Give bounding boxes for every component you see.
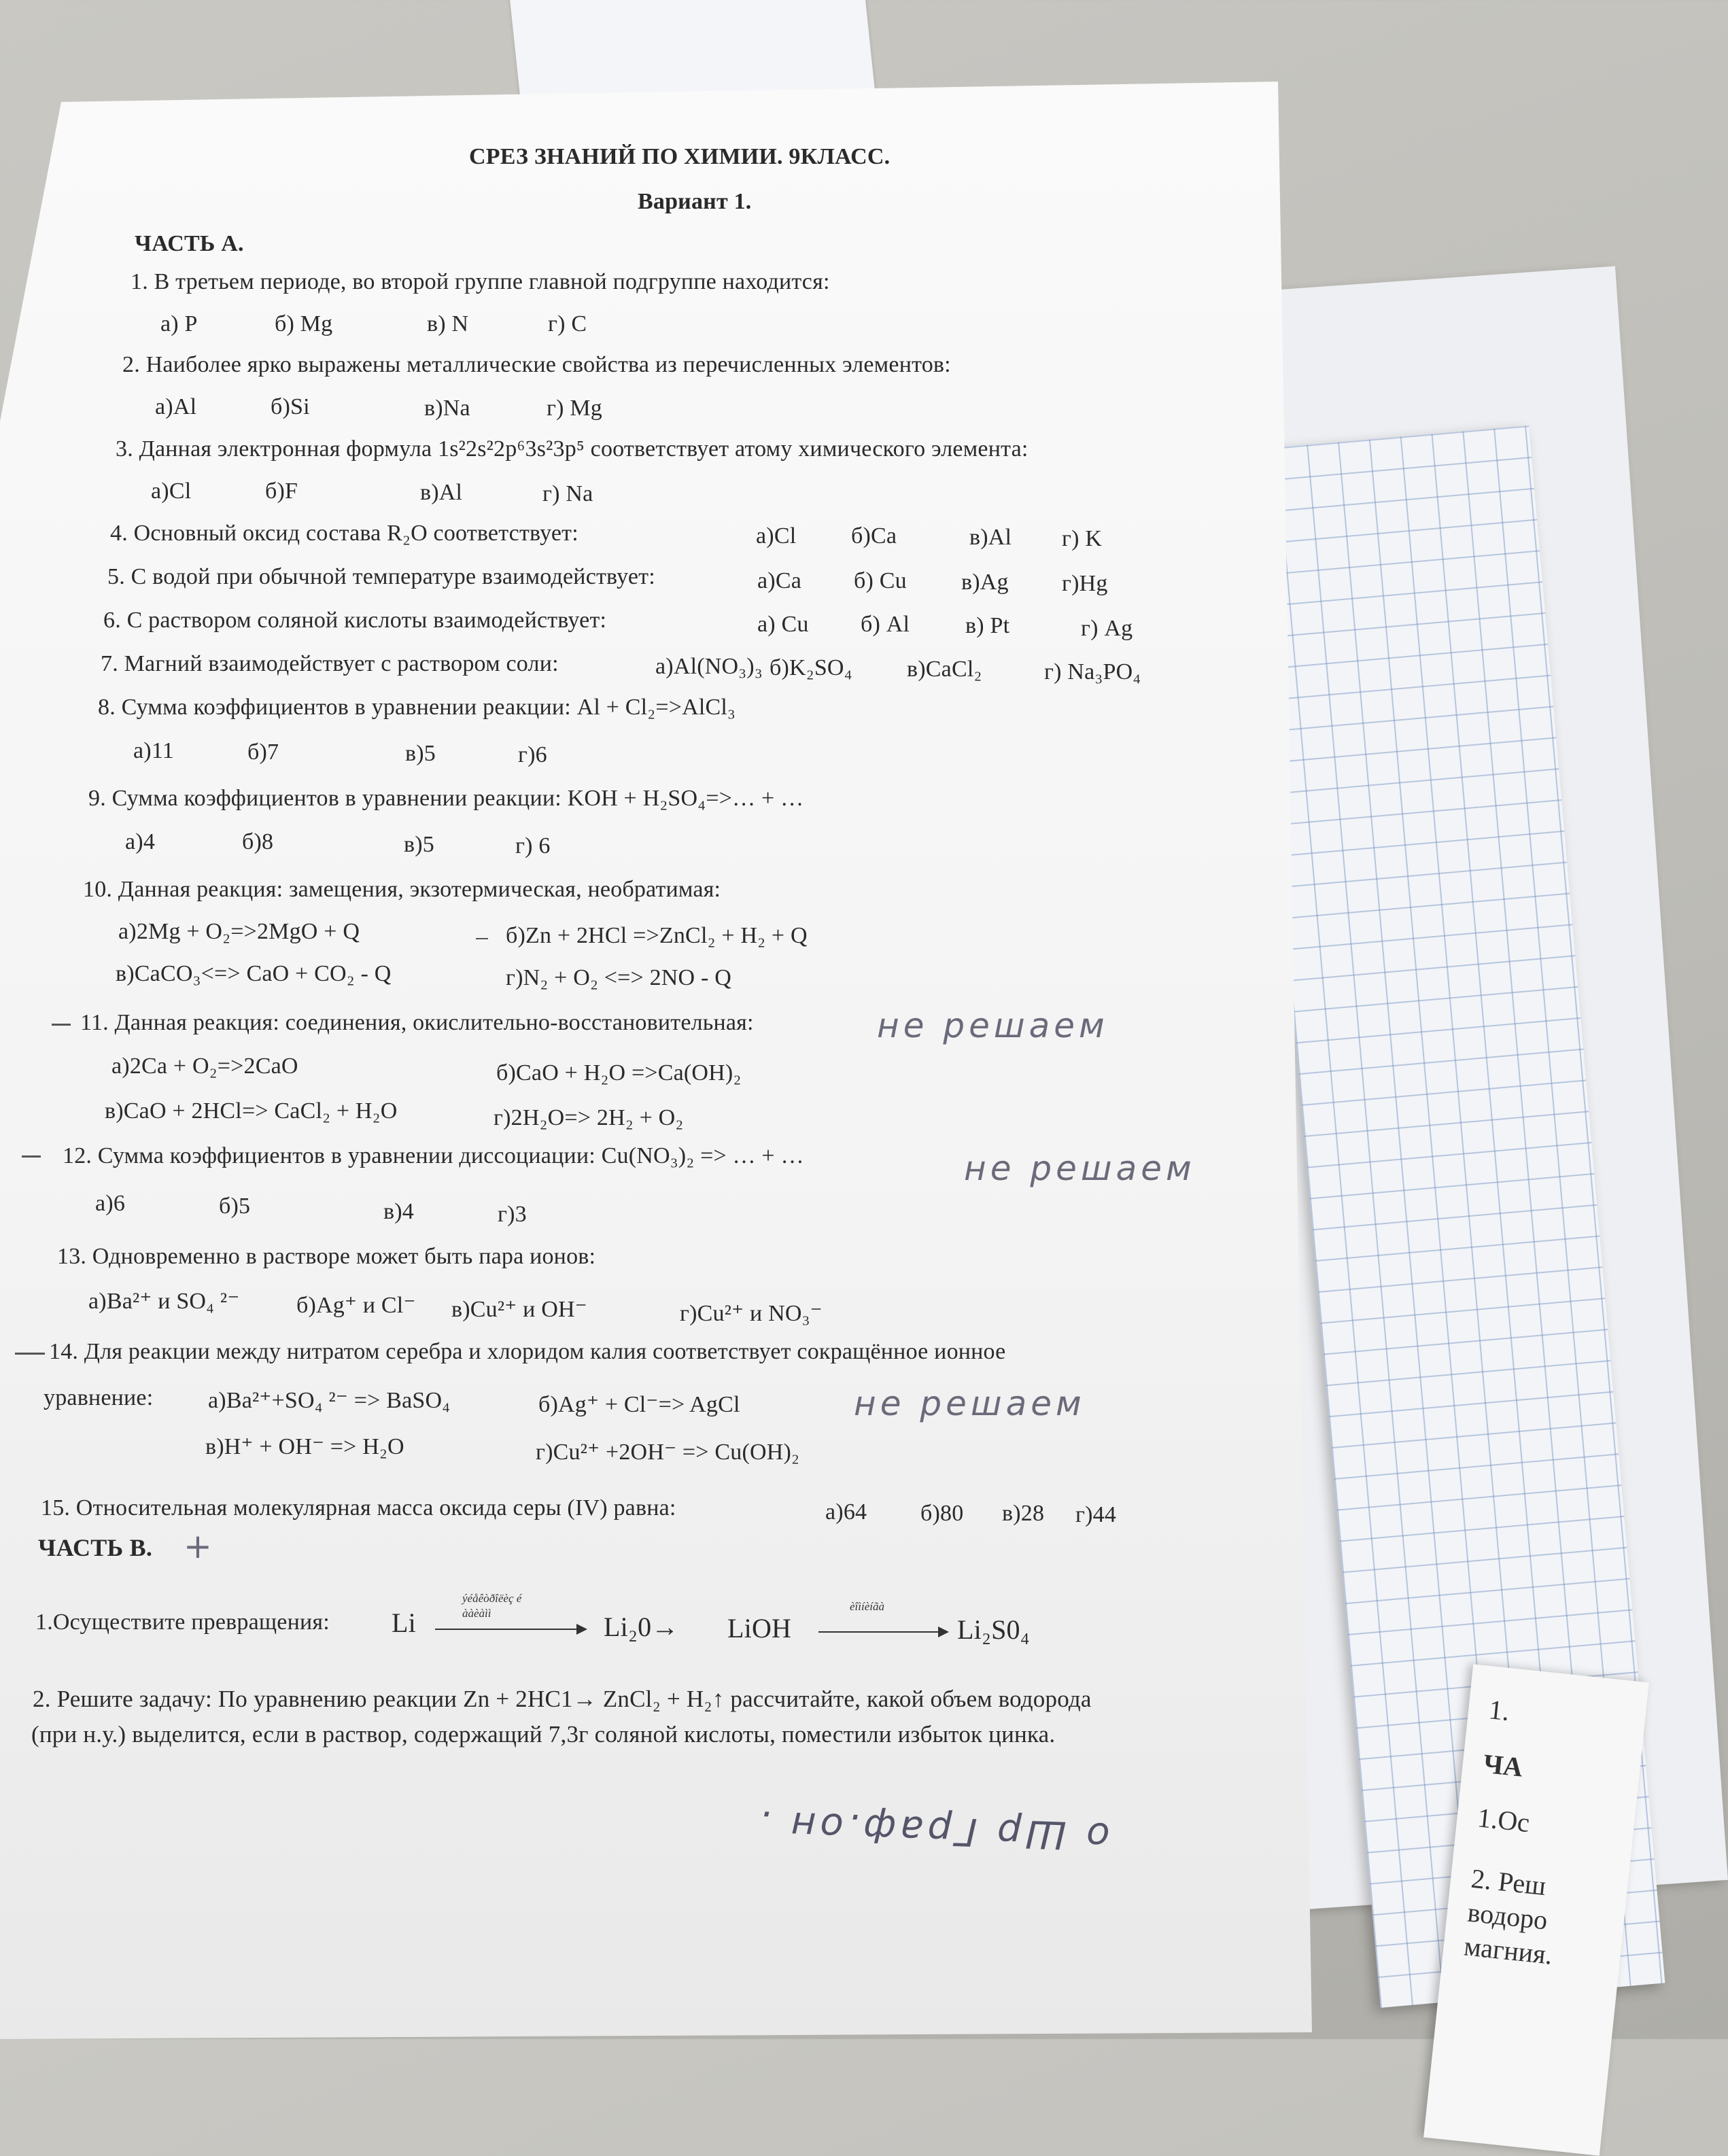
question-14: 14. Для реакции между нитратом серебра и хлоридом калия соответствует сокращённое ионное (49, 1339, 1006, 1364)
option-b: б) Al (861, 612, 910, 637)
option-a: а)Cl (756, 523, 797, 549)
side-sheet-text: 1. (1487, 1694, 1511, 1727)
option-c: в)H⁺ + OH⁻ => H₂O (205, 1434, 404, 1459)
option-a: а)Cl (151, 479, 192, 504)
part-a-heading: ЧАСТЬ А. (135, 231, 244, 256)
pen-dash (15, 1353, 45, 1355)
option-d: г)2H₂O=> 2H₂ + O₂ (494, 1105, 684, 1130)
option-c: в) N (427, 311, 469, 336)
side-sheet-text: ЧА (1481, 1748, 1525, 1783)
option-a: а)2Ca + O₂=>2CaO (111, 1054, 298, 1079)
option-d: г)6 (518, 742, 547, 767)
option-d: г)N₂ + O₂ <=> 2NO - Q (506, 965, 731, 990)
reaction-arrow (818, 1631, 948, 1633)
page-title: СРЕЗ ЗНАНИЙ ПО ХИМИИ. 9КЛАСС. (469, 144, 891, 169)
option-b: б)K₂SO₄ (770, 655, 852, 680)
question-2: 2. Наиболее ярко выражены металлические свойства из перечисленных элементов: (122, 352, 951, 377)
option-a: а)Al (155, 394, 197, 419)
part-b-heading: ЧАСТЬ В. (38, 1534, 153, 1561)
option-d: г) Na₃PO₄ (1044, 659, 1141, 684)
chain-substance-li2o: Li₂0→ (604, 1612, 679, 1642)
option-d: г)Cu²⁺ +2OH⁻ => Cu(OH)₂ (536, 1440, 800, 1465)
question-14-cont: уравнение: (44, 1385, 154, 1410)
task-b2-line1: 2. Решите задачу: По уравнению реакции Zn + 2HC1→ ZnCl₂ + H₂↑ рассчитайте, какой объем водорода (33, 1686, 1092, 1712)
question-3-text: соответствует атому химического элемента: (584, 436, 1029, 462)
option-a: а)Al(NO₃)₃ (655, 654, 763, 679)
option-b: б) Mg (275, 311, 333, 336)
question-11: 11. Данная реакция: соединения, окислительно-восстановительная: (80, 1010, 754, 1035)
question-13: 13. Одновременно в растворе может быть пара ионов: (57, 1244, 596, 1269)
question-9: 9. Сумма коэффициентов в уравнении реакции: KOH + H₂SO₄=>… + … (88, 786, 804, 811)
option-b: б)F (265, 479, 298, 504)
arrow-condition: ýéåêòðîëèç é (462, 1592, 522, 1605)
option-c: в) Pt (965, 613, 1010, 638)
arrow-condition: ààèàìì (462, 1607, 491, 1620)
option-d: г)Cu²⁺ и NO₃⁻ (680, 1301, 823, 1326)
question-3-text: 3. Данная электронная формула (116, 436, 438, 462)
pen-dash (52, 1024, 71, 1026)
option-d: г) 6 (515, 833, 551, 858)
option-a: а)Ca (757, 568, 801, 593)
option-d: г)Hg (1062, 571, 1108, 596)
question-3 (116, 436, 1029, 462)
option-c: в)5 (404, 832, 434, 857)
option-d: г)3 (498, 1202, 527, 1227)
option-d: г) C (548, 311, 587, 336)
option-c: в)4 (383, 1199, 414, 1224)
option-c: в)5 (405, 741, 436, 766)
option-b: б)5 (219, 1194, 251, 1219)
pen-dash (22, 1155, 41, 1158)
option-b: б)CaO + H₂O =>Ca(OH)₂ (496, 1060, 742, 1085)
task-b1-label: 1.Осуществите превращения: (35, 1610, 330, 1635)
option-a: а) P (160, 311, 198, 336)
handwritten-note: не решаем (877, 1006, 1109, 1045)
option-a: а)11 (133, 738, 174, 763)
option-c: в)28 (1002, 1501, 1045, 1526)
option-a: а)4 (125, 829, 156, 854)
option-c: в)CaO + 2HCl=> CaCl₂ + H₂O (105, 1098, 398, 1124)
question-1: 1. В третьем периоде, во второй группе главной подгруппе находится: (131, 269, 830, 294)
option-d: г)44 (1075, 1502, 1117, 1527)
option-b: б)Zn + 2HCl =>ZnCl₂ + H₂ + Q (506, 923, 808, 948)
side-sheet-text: 2. Реш (1470, 1862, 1548, 1902)
option-b: б)8 (242, 829, 274, 854)
question-6: 6. С раствором соляной кислоты взаимодействует: (103, 608, 607, 633)
option-b: б) Cu (854, 568, 907, 593)
option-d: г) Mg (547, 396, 602, 421)
option-b: б)Ag⁺ и Cl⁻ (296, 1293, 416, 1318)
pen-mark (476, 938, 488, 939)
option-d: г) Na (542, 481, 593, 506)
side-sheet-text: водоро (1466, 1896, 1549, 1936)
option-b: б)7 (247, 740, 279, 765)
question-15: 15. Относительная молекулярная масса оксида серы (IV) равна: (41, 1495, 676, 1520)
option-c: в)CaCO₃<=> CaO + CO₂ - Q (116, 961, 392, 986)
option-a: а)Ba²⁺ и SO₄ ²⁻ (88, 1289, 240, 1314)
option-c: в)Ag (961, 570, 1009, 595)
chain-substance-li: Li (392, 1607, 416, 1638)
arrow-condition: èîìíèíãà (850, 1600, 884, 1613)
question-8: 8. Сумма коэффициентов в уравнении реакции: Al + Cl₂=>AlCl₃ (98, 695, 736, 720)
handwritten-signature: о Шр Граф.он . (754, 1801, 1111, 1859)
option-a: а)Ba²⁺+SO₄ ²⁻ => BaSO₄ (208, 1388, 451, 1413)
option-b: б)Si (271, 394, 310, 419)
option-c: в)Cu²⁺ и OH⁻ (451, 1297, 587, 1322)
chain-substance-lioh: LiOH (727, 1613, 792, 1644)
option-c: в)Al (420, 480, 463, 505)
side-sheet-text: магния. (1462, 1930, 1554, 1970)
option-c: в)CaCl₂ (907, 657, 982, 682)
option-b: б)Ag⁺ + Cl⁻=> AgCl (538, 1392, 740, 1417)
question-4: 4. Основный оксид состава R₂O соответствует: (110, 521, 578, 546)
handwritten-plus: + (184, 1527, 216, 1566)
handwritten-note: не решаем (854, 1384, 1086, 1423)
task-b2-line2: (при н.у.) выделится, если в раствор, содержащий 7,3г соляной кислоты, поместили избыток цинка. (31, 1721, 1056, 1748)
electron-formula: 1s²2s²2p⁶3s²3p⁵ (438, 436, 585, 462)
option-a: а)6 (95, 1191, 126, 1216)
side-sheet-text: 1.Ос (1476, 1802, 1532, 1839)
option-c: в)Al (969, 525, 1012, 550)
reaction-arrow (435, 1629, 586, 1630)
option-a: а) Cu (757, 612, 809, 637)
option-c: в)Na (424, 396, 470, 421)
option-a: а)64 (825, 1499, 867, 1525)
question-5: 5. С водой при обычной температуре взаимодействует: (107, 564, 655, 589)
handwritten-note: не решаем (964, 1149, 1196, 1188)
question-7: 7. Магний взаимодействует с раствором соли: (101, 651, 559, 676)
chain-substance-li2so4: Li₂S0₄ (957, 1614, 1030, 1645)
option-a: а)2Mg + O₂=>2MgO + Q (118, 919, 360, 944)
option-b: б)80 (920, 1501, 964, 1526)
option-d: г) K (1062, 526, 1103, 551)
option-d: г) Ag (1081, 616, 1133, 641)
variant-label: Вариант 1. (638, 189, 752, 214)
question-12: 12. Сумма коэффициентов в уравнении диссоциации: Cu(NO₃)₂ => … + … (63, 1143, 804, 1168)
option-b: б)Ca (851, 523, 897, 549)
question-10: 10. Данная реакция: замещения, экзотермическая, необратимая: (83, 877, 721, 902)
